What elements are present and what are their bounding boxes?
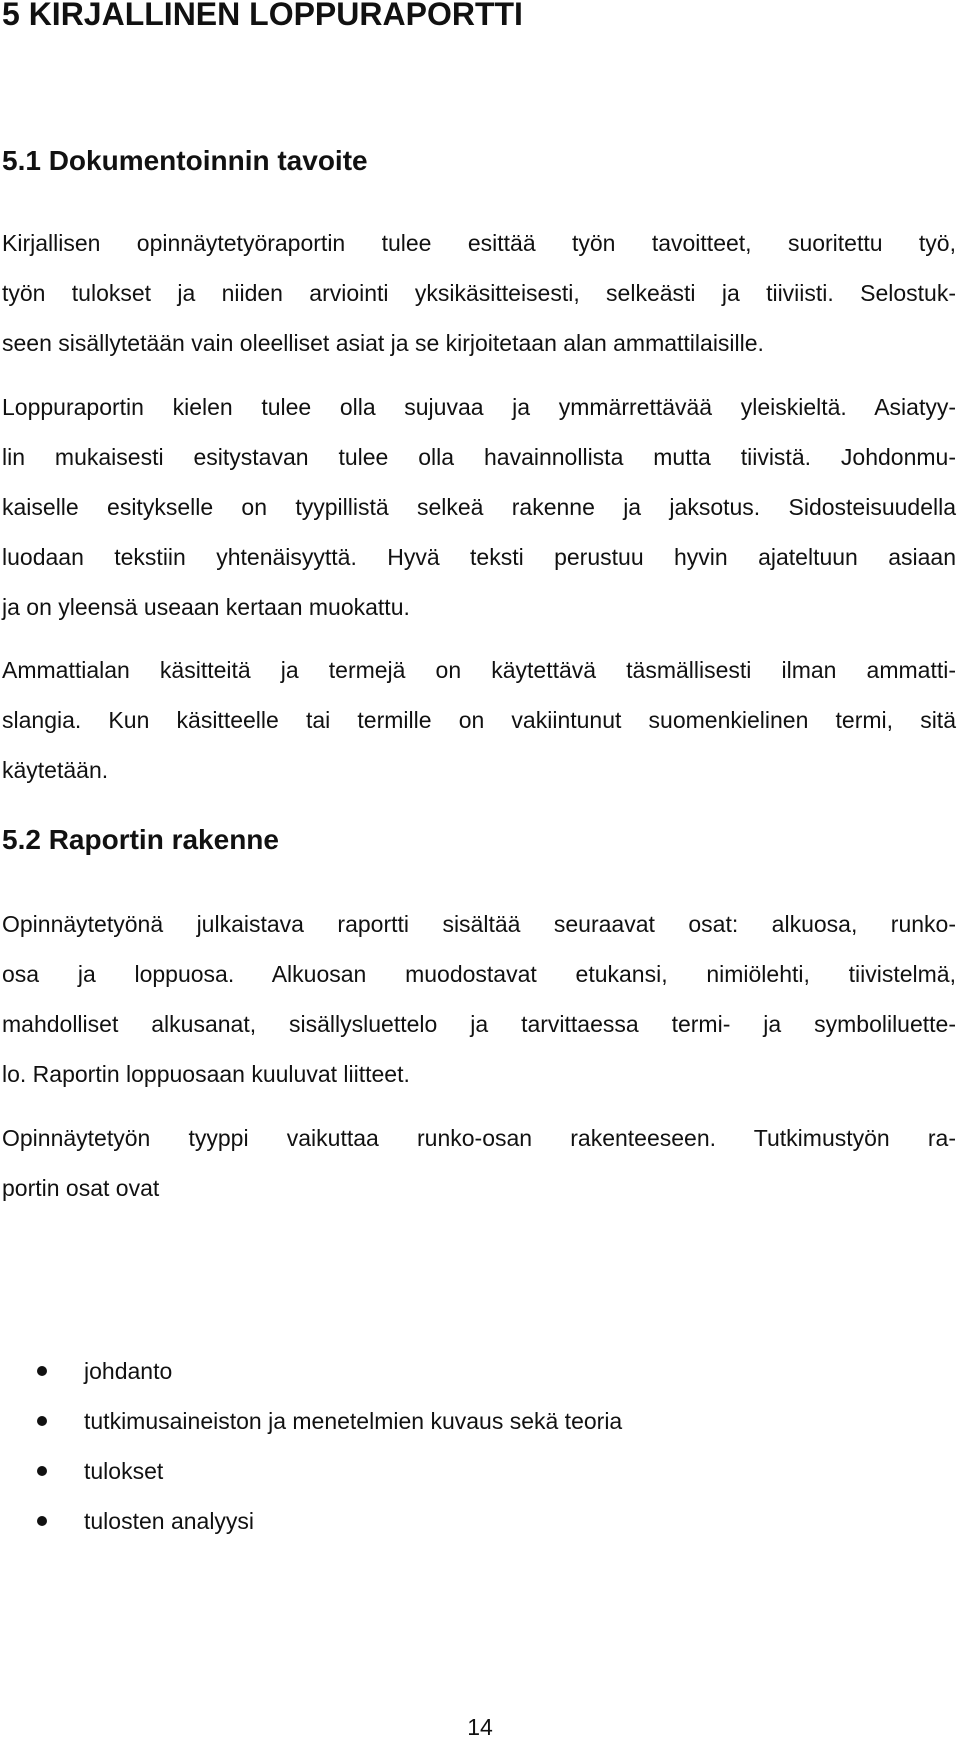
paragraph	[2, 899, 956, 1099]
section-heading-dokumentoinnin-tavoite: 5.1 Dokumentoinnin tavoite	[2, 145, 368, 176]
text-line: mahdolliset alkusanat, sisällysluettelo ja tarvittaessa termi- ja symboliluette-	[2, 1011, 956, 1037]
paragraph	[2, 382, 956, 632]
text-line: lin mukaisesti esitystavan tulee olla havainnollista mutta tiivistä. Johdonmu-	[2, 444, 956, 470]
list-item-text: tulokset	[84, 1458, 164, 1484]
text-line: ja on yleensä useaan kertaan muokattu.	[2, 594, 410, 620]
list-item-text: tutkimusaineiston ja menetelmien kuvaus sekä teoria	[84, 1408, 623, 1434]
bullet-icon	[37, 1516, 47, 1526]
paragraph	[2, 1113, 956, 1213]
text-line: slangia. Kun käsitteelle tai termille on vakiintunut suomenkielinen termi, sitä	[2, 707, 956, 733]
text-line: Opinnäytetyön tyyppi vaikuttaa runko-osan rakenteeseen. Tutkimustyön ra-	[2, 1125, 956, 1151]
text-line: Ammattialan käsitteitä ja termejä on käytettävä täsmällisesti ilman ammatti-	[2, 657, 956, 683]
text-line: Opinnäytetyönä julkaistava raportti sisältää seuraavat osat: alkuosa, runko-	[2, 911, 956, 937]
paragraph	[2, 218, 956, 368]
text-line: Kirjallisen opinnäytetyöraportin tulee esittää työn tavoitteet, suoritettu työ,	[2, 230, 956, 256]
text-line: työn tulokset ja niiden arviointi yksikäsitteisesti, selkeästi ja tiiviisti. Selostuk-	[2, 280, 956, 306]
list-item-text: johdanto	[84, 1358, 173, 1384]
text-line: Loppuraportin kielen tulee olla sujuvaa ja ymmärrettävää yleiskieltä. Asiatyy-	[2, 394, 956, 420]
bullet-icon	[37, 1416, 47, 1426]
text-line: osa ja loppuosa. Alkuosan muodostavat etukansi, nimiölehti, tiivistelmä,	[2, 961, 956, 987]
text-line: luodaan tekstiin yhtenäisyyttä. Hyvä teksti perustuu hyvin ajateltuun asiaan	[2, 544, 956, 570]
text-line: kaiselle esitykselle on tyypillistä selkeä rakenne ja jaksotus. Sidosteisuudella	[2, 494, 956, 520]
section-heading-raportin-rakenne: 5.2 Raportin rakenne	[2, 824, 279, 855]
bullet-icon	[37, 1366, 47, 1376]
list-item-text: tulosten analyysi	[84, 1508, 255, 1534]
text-line: lo. Raportin loppuosaan kuuluvat liitteet.	[2, 1061, 410, 1087]
text-line: seen sisällytetään vain oleelliset asiat ja se kirjoitetaan alan ammattilaisille.	[2, 330, 764, 356]
bullet-icon	[37, 1466, 47, 1476]
text-line: käytetään.	[2, 757, 109, 783]
page-number: 14	[467, 1714, 493, 1740]
paragraph	[2, 645, 956, 795]
chapter-heading: 5 KIRJALLINEN LOPPURAPORTTI	[2, 0, 523, 32]
text-line: portin osat ovat	[2, 1175, 160, 1201]
